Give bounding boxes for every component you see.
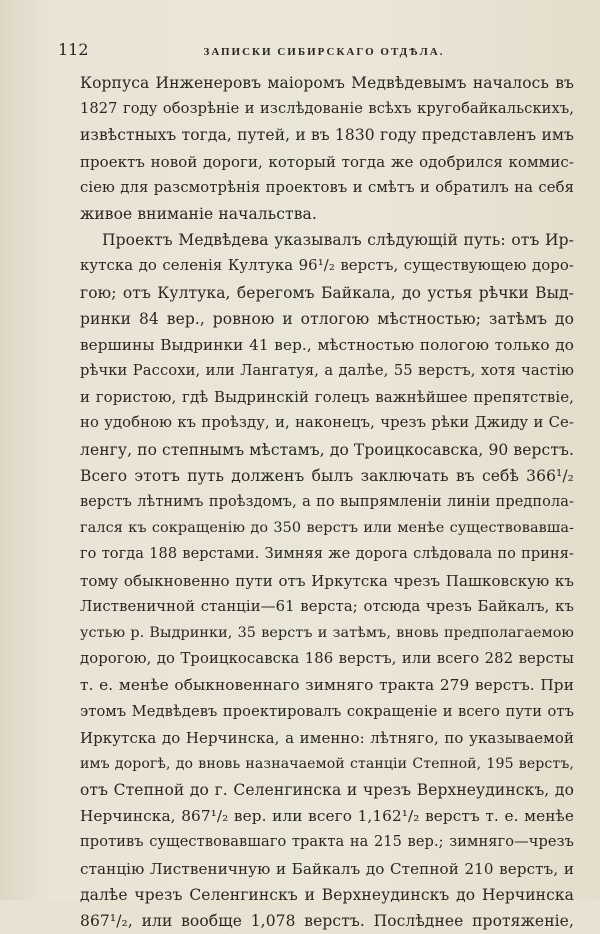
page-header bbox=[58, 40, 560, 64]
text-line: го тогда 188 верстами. Зимняя же дорога слѣдовала по приня- bbox=[80, 546, 574, 563]
text-line: отъ Степной до г. Селенгинска и чрезъ Верхнеудинскъ, до bbox=[80, 781, 574, 800]
text-line: дорогою, до Троицкосавска 186 верстъ, или всего 282 версты bbox=[80, 650, 574, 668]
text-line: тому обыкновенно пути отъ Иркутска чрезъ Пашковскую къ bbox=[80, 571, 574, 590]
text-line: устью р. Выдринки, 35 верстъ и затѣмъ, вновь предполагаемою bbox=[80, 624, 574, 641]
text-line: Проектъ Медвѣдева указывалъ слѣдующій путь: отъ Ир- bbox=[102, 231, 574, 250]
body-text bbox=[80, 70, 574, 934]
running-head: ЗАПИСКИ СИБИРСКАГО ОТДѢЛА. bbox=[203, 46, 445, 58]
text-line: 867¹/₂, или вообще 1,078 верстъ. Послѣднее протяженіе, bbox=[80, 912, 574, 930]
text-line: но удобною къ проѣзду, и, наконецъ, чрезъ рѣки Джиду и Се- bbox=[80, 414, 574, 432]
text-line: верстъ лѣтнимъ проѣздомъ, а по выпрямленіи линіи предпола- bbox=[80, 494, 574, 510]
text-line: этомъ Медвѣдевъ проектировалъ сокращеніе и всего пути отъ bbox=[80, 702, 574, 720]
text-line: рѣчки Рассохи, или Лангатуя, а далѣе, 55 верстъ, хотя частію bbox=[80, 362, 574, 380]
text-line: далѣе чрезъ Селенгинскъ и Верхнеудинскъ до Нерчинска bbox=[80, 885, 574, 904]
text-line: гался къ сокращенію до 350 верстъ или менѣе существовавша- bbox=[80, 520, 574, 537]
text-line: Нерчинска, 867¹/₂ вер. или всего 1,162¹/₂ верстъ т. е. менѣе bbox=[80, 807, 574, 826]
text-line: Лиственичной станціи—61 верста; отсюда чрезъ Байкалъ, къ bbox=[80, 597, 574, 615]
text-line: и гористою, гдѣ Выдринскій голецъ важнѣйшее препятствіе, bbox=[80, 388, 574, 407]
text-line: противъ существовавшаго тракта на 215 вер.; зимняго—чрезъ bbox=[80, 833, 574, 851]
text-line: Всего этотъ путь долженъ былъ заключать въ себѣ 366¹/₂ bbox=[80, 466, 574, 485]
text-line: Корпуса Инженеровъ маіоромъ Медвѣдевымъ началось въ bbox=[80, 74, 574, 92]
page-number: 112 bbox=[58, 40, 89, 59]
text-line: сіею для разсмотрѣнія проектовъ и смѣтъ и обратилъ на себя bbox=[80, 178, 574, 196]
text-line: ленгу, по степнымъ мѣстамъ, до Троицкосавска, 90 верстъ. bbox=[80, 440, 574, 459]
text-line: извѣстныхъ тогда, путей, и въ 1830 году представленъ имъ bbox=[80, 126, 574, 145]
text-line: живое вниманіе начальства. bbox=[80, 204, 317, 223]
text-line: кутска до селенія Култука 96¹/₂ верстъ, существующею доро- bbox=[80, 257, 574, 275]
text-line: гою; отъ Култука, берегомъ Байкала, до устья рѣчки Выд- bbox=[80, 283, 574, 302]
text-line: проектъ новой дороги, который тогда же одобрился коммис- bbox=[80, 152, 574, 171]
text-line: Иркутска до Нерчинска, а именно: лѣтняго, по указываемой bbox=[80, 728, 574, 747]
text-line: ринки 84 вер., ровною и отлогою мѣстностью; затѣмъ до bbox=[80, 309, 574, 328]
text-line: вершины Выдринки 41 вер., мѣстностью пологою только до bbox=[80, 335, 574, 354]
text-line: т. е. менѣе обыкновеннаго зимняго тракта 279 верстъ. При bbox=[80, 676, 574, 695]
text-line: имъ дорогѣ, до вновь назначаемой станціи Степной, 195 верстъ, bbox=[80, 755, 574, 772]
text-line: станцію Лиственичную и Байкалъ до Степной 210 верстъ, и bbox=[80, 859, 574, 878]
text-line: 1827 году обозрѣніе и изслѣдованіе всѣхъ кругобайкальскихъ, bbox=[80, 100, 574, 118]
